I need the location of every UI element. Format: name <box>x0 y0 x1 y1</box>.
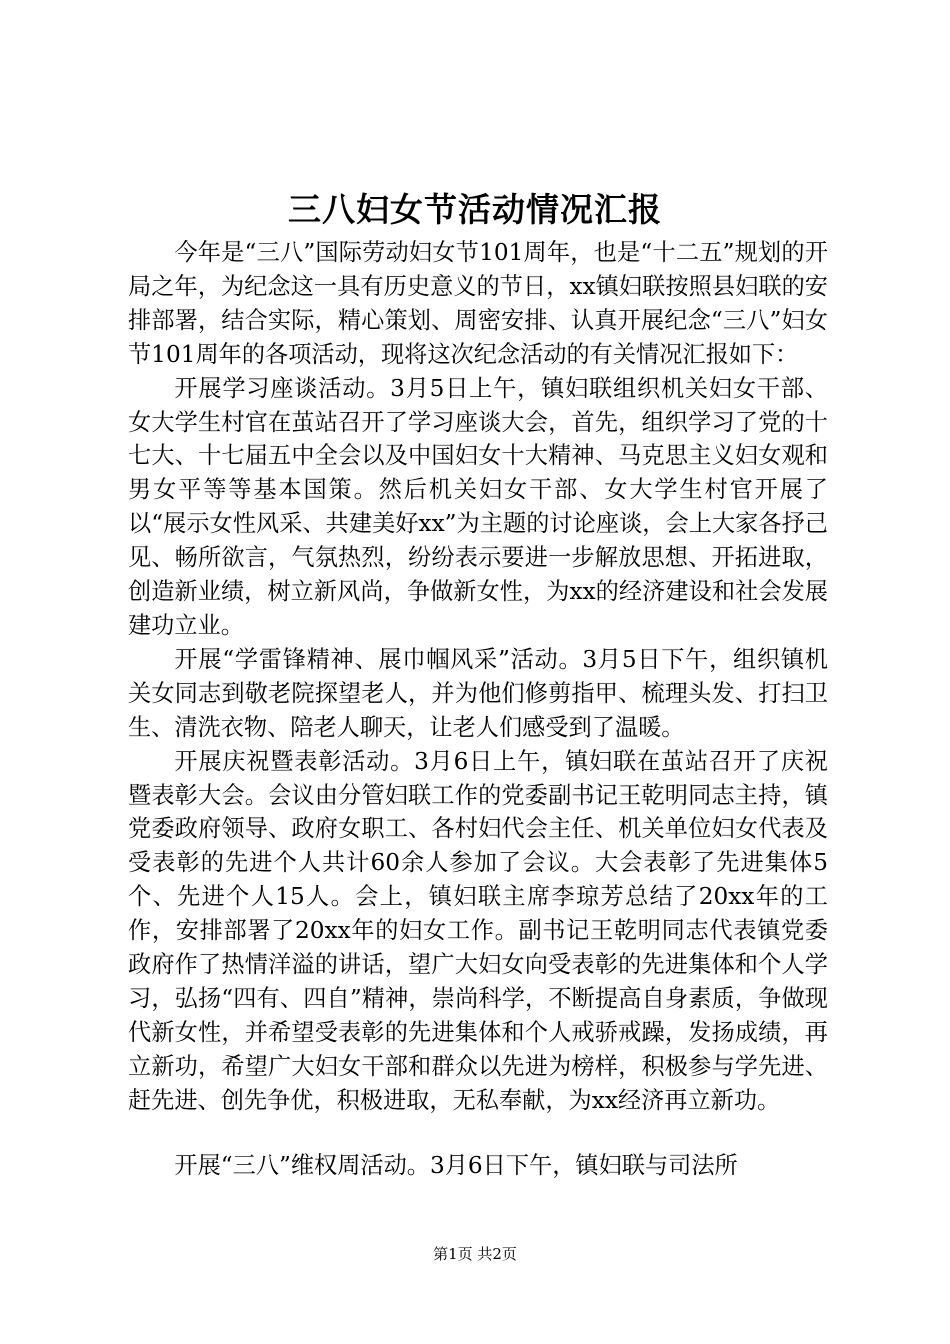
document-title: 三八妇女节活动情况汇报 <box>288 190 662 229</box>
paragraph-intro: 今年是“三八”国际劳动妇女节101周年，也是“十二五”规划的开局之年，为纪念这一具有历史意义的节日，xx镇妇联按照县妇联的安排部署，结合实际，精心策划、周密安排、认真开展纪念“三八”妇女节101周年的各项活动，现将这次纪念活动的有关情况汇报如下： <box>128 239 828 368</box>
page-number-footer: 第1页 共2页 <box>433 1245 517 1263</box>
paragraph-commendation: 开展庆祝暨表彰活动。3月6日上午，镇妇联在茧站召开了庆祝暨表彰大会。会议由分管妇联工作的党委副书记王乾明同志主持，镇党委政府领导、政府女职工、各村妇代会主任、机关单位妇女代表及受表彰的先进个人共计60余人参加了会议。大会表彰了先进集体5个、先进个人15人。会上，镇妇联主席李琼芳总结了20xx年的工作，安排部署了20xx年的妇女工作。副书记王乾明同志代表镇党委政府作了热情洋溢的讲话，望广大妇女向受表彰的先进集体和个人学习，弘扬“四有、四自”精神，崇尚科学，不断提高自身素质，争做现代新女性，并希望受表彰的先进集体和个人戒骄戒躁，发扬成绩，再立新功，希望广大妇女干部和群众以先进为榜样，积极参与学先进、赶先进、创先争优，积极进取，无私奉献，为xx经济再立新功。 <box>128 747 828 1114</box>
paragraph-study-forum: 开展学习座谈活动。3月5日上午，镇妇联组织机关妇女干部、女大学生村官在茧站召开了学习座谈大会，首先，组织学习了党的十七大、十七届五中全会以及中国妇女十大精神、马克思主义妇女观和男女平等等基本国策。然后机关妇女干部、女大学生村官开展了以“展示女性风采、共建美好xx”为主题的讨论座谈，会上大家各抒己见、畅所欲言，气氛热烈，纷纷表示要进一步解放思想、开拓进取，创造新业绩，树立新风尚，争做新女性，为xx的经济建设和社会发展建功立业。 <box>128 374 828 639</box>
document-body <box>128 236 828 1182</box>
paragraph-rights-week: 开展“三八”维权周活动。3月6日下午，镇妇联与司法所 <box>174 1151 738 1179</box>
paragraph-lei-feng: 开展“学雷锋精神、展巾帼风采”活动。3月5日下午，组织镇机关女同志到敬老院探望老人，并为他们修剪指甲、梳理头发、打扫卫生、清洗衣物、陪老人聊天，让老人们感受到了温暖。 <box>128 645 828 741</box>
